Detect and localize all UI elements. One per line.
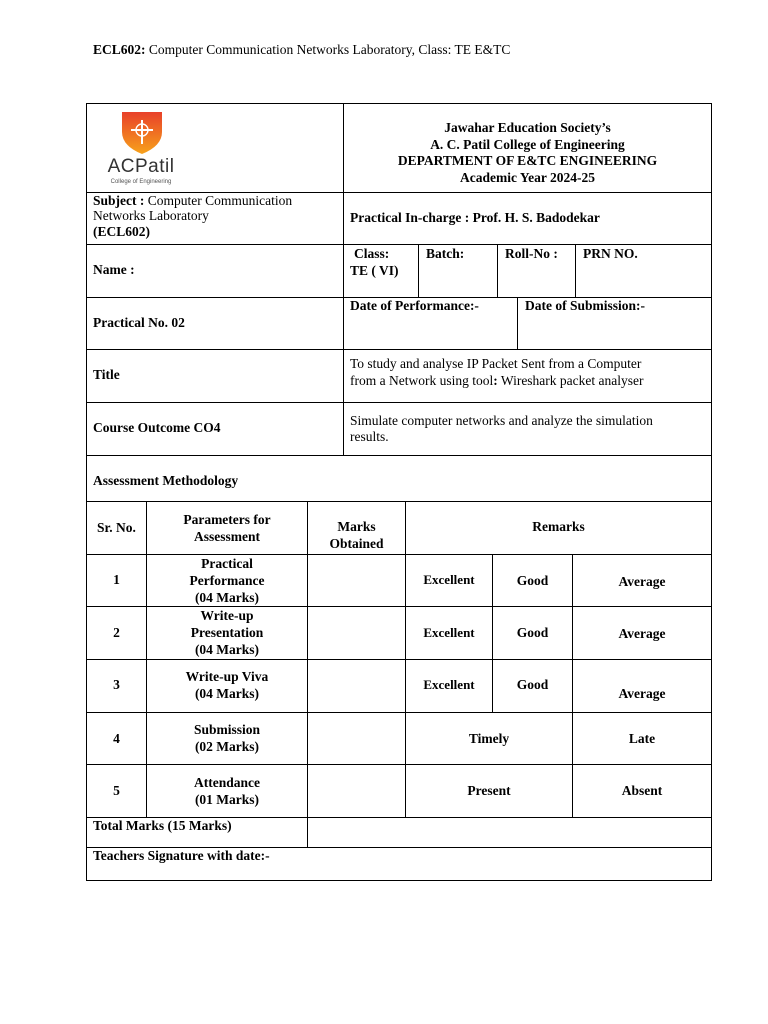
- row5-param-1: Attendance: [194, 775, 260, 790]
- teacher-signature-label: Teachers Signature with date:-: [93, 848, 270, 863]
- row5-sr: 5: [113, 783, 120, 798]
- row2-param-1: Write-up: [200, 608, 254, 623]
- row1-average: Average: [618, 574, 666, 589]
- logo-text: ACPatil: [107, 156, 175, 177]
- row2-average: Average: [618, 626, 666, 641]
- prn-label: PRN NO.: [583, 246, 638, 261]
- row2-excellent: Excellent: [423, 625, 475, 640]
- header-sr-no: Sr. No.: [97, 520, 136, 535]
- date-of-submission: Date of Submission:-: [525, 298, 646, 313]
- name-label: Name :: [93, 262, 135, 277]
- roll-label: Roll-No :: [505, 246, 558, 261]
- logo-subtext: College of Engineering: [110, 179, 172, 185]
- header-marks-1: Marks: [337, 519, 376, 534]
- course-outcome-line1: Simulate computer networks and analyze the simulation: [350, 413, 653, 428]
- course-title: Computer Communication Networks Laboratory, Class: TE E&TC: [145, 42, 511, 57]
- title-line2-c: Wireshark packet analyser: [497, 373, 644, 388]
- row1-good: Good: [516, 573, 549, 588]
- row1-excellent: Excellent: [423, 572, 475, 587]
- title-line2: [350, 373, 644, 390]
- row4-timely: Timely: [468, 731, 510, 746]
- row5-absent: Absent: [621, 783, 663, 798]
- class-value: TE ( VI): [350, 263, 399, 278]
- row3-sr: 3: [113, 677, 120, 692]
- row2-sr: 2: [113, 625, 120, 640]
- subject-value: Computer Communication: [144, 193, 293, 208]
- course-outcome-label: Course Outcome CO4: [93, 420, 221, 435]
- row3-param-2: (04 Marks): [194, 686, 260, 701]
- subject-code: (ECL602): [93, 224, 150, 239]
- academic-year: Academic Year 2024-25: [460, 170, 595, 185]
- row4-param-2: (02 Marks): [194, 739, 260, 754]
- header-parameters-2: Assessment: [194, 529, 260, 544]
- total-marks-label: Total Marks (15 Marks): [93, 818, 232, 833]
- row2-good: Good: [516, 625, 549, 640]
- row4-late: Late: [628, 731, 656, 746]
- batch-label: Batch:: [426, 246, 465, 261]
- society-name: Jawahar Education Society’s: [444, 120, 611, 135]
- row4-param-1: Submission: [193, 722, 261, 737]
- class-label: Class:: [354, 246, 390, 261]
- subject-line2: Networks Laboratory: [93, 208, 209, 223]
- row5-param-2: (01 Marks): [194, 792, 260, 807]
- row3-excellent: Excellent: [423, 677, 475, 692]
- title-label: Title: [93, 367, 120, 382]
- row1-sr: 1: [113, 572, 120, 587]
- row5-present: Present: [467, 783, 511, 798]
- practical-incharge: Practical In-charge : Prof. H. S. Badodekar: [350, 210, 600, 225]
- assessment-methodology-label: Assessment Methodology: [93, 473, 239, 488]
- date-of-performance: Date of Performance:-: [350, 298, 479, 313]
- title-line1: To study and analyse IP Packet Sent from a Computer: [350, 356, 642, 371]
- row3-average: Average: [618, 686, 666, 701]
- page-header: [93, 42, 510, 58]
- title-line2-a: from a Network using tool: [350, 373, 494, 388]
- header-marks-2: Obtained: [329, 536, 384, 551]
- row3-param-1: Write-up Viva: [185, 669, 269, 684]
- header-remarks: Remarks: [532, 519, 585, 534]
- department-name: DEPARTMENT OF E&TC ENGINEERING: [397, 153, 658, 168]
- college-logo: [96, 108, 186, 188]
- college-name: A. C. Patil College of Engineering: [430, 137, 625, 152]
- row1-param-1: Practical: [201, 556, 253, 571]
- header-parameters-1: Parameters for: [183, 512, 271, 527]
- row3-good: Good: [516, 677, 549, 692]
- row2-param-2: Presentation: [190, 625, 264, 640]
- row2-param-3: (04 Marks): [194, 642, 260, 657]
- row1-param-2: Performance: [189, 573, 265, 588]
- title-line2-colon: :: [493, 373, 498, 388]
- course-outcome-line2: results.: [350, 429, 389, 444]
- row4-sr: 4: [113, 731, 120, 746]
- subject-label: Subject :: [93, 193, 145, 208]
- practical-number: Practical No. 02: [93, 315, 185, 330]
- row1-param-3: (04 Marks): [194, 590, 260, 605]
- course-code: ECL602:: [93, 42, 146, 57]
